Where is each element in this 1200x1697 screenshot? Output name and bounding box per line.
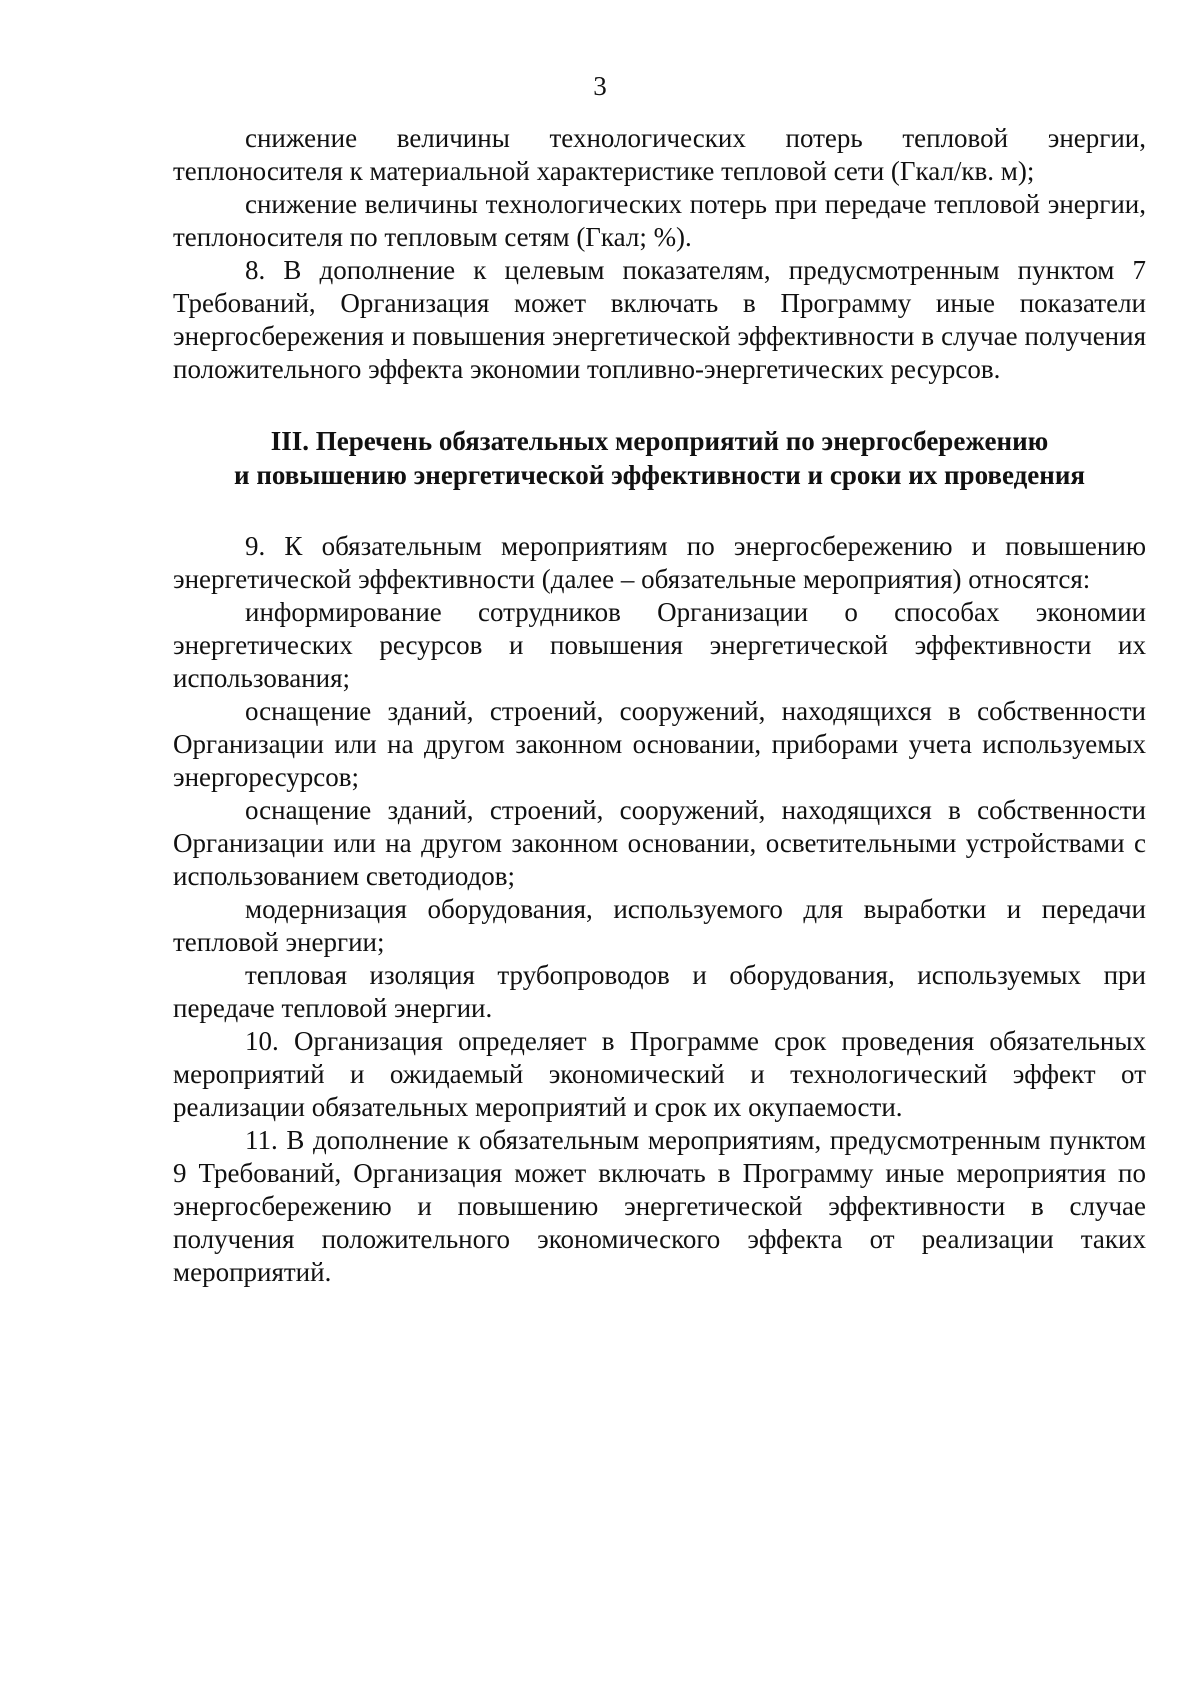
section-heading (173, 424, 1146, 492)
page-number: 3 (593, 71, 607, 101)
paragraph: снижение величины технологических потерь при передаче тепловой энергии, теплоносителя по тепловым сетям (Гкал; %). (173, 189, 1146, 252)
paragraph: оснащение зданий, строений, сооружений, находящихся в собственности Организации или на другом законном основании, приборами учета используемых энергоресурсов; (173, 696, 1146, 792)
paragraph: тепловая изоляция трубопроводов и оборудования, используемых при передаче тепловой энергии. (173, 960, 1146, 1023)
paragraph: снижение величины технологических потерь тепловой энергии, теплоносителя к материальной характеристике тепловой сети (Гкал/кв. м); (173, 123, 1146, 186)
paragraph: 11. В дополнение к обязательным мероприятиям, предусмотренным пунктом 9 Требований, Организация может включать в Программу иные мероприятия по энергосбережению и повышению энергетической эффективности в случае получения положительного экономического эффекта от реализации таких мероприятий. (173, 1125, 1146, 1287)
paragraph: 8. В дополнение к целевым показателям, предусмотренным пунктом 7 Требований, Организация может включать в Программу иные показатели энергосбережения и повышения энергетической эффективности в случае получения положительного эффекта экономии топливно-энергетических ресурсов. (173, 255, 1146, 384)
paragraph: 9. К обязательным мероприятиям по энергосбережению и повышению энергетической эффективности (далее – обязательные мероприятия) относятся: (173, 531, 1146, 594)
section-heading-line: III. Перечень обязательных мероприятий по энергосбережению (270, 426, 1049, 456)
paragraph: информирование сотрудников Организации о способах экономии энергетических ресурсов и повышения энергетической эффективности их использования; (173, 597, 1146, 693)
paragraph: модернизация оборудования, используемого для выработки и передачи тепловой энергии; (173, 894, 1146, 957)
section-heading-line: и повышению энергетической эффективности и сроки их проведения (234, 460, 1085, 490)
paragraph: 10. Организация определяет в Программе срок проведения обязательных мероприятий и ожидаемый экономический и технологический эффект от реализации обязательных мероприятий и срок их окупаемости. (173, 1026, 1146, 1122)
paragraph: оснащение зданий, строений, сооружений, находящихся в собственности Организации или на другом законном основании, осветительными устройствами с использованием светодиодов; (173, 795, 1146, 891)
document-body (173, 122, 1146, 1289)
